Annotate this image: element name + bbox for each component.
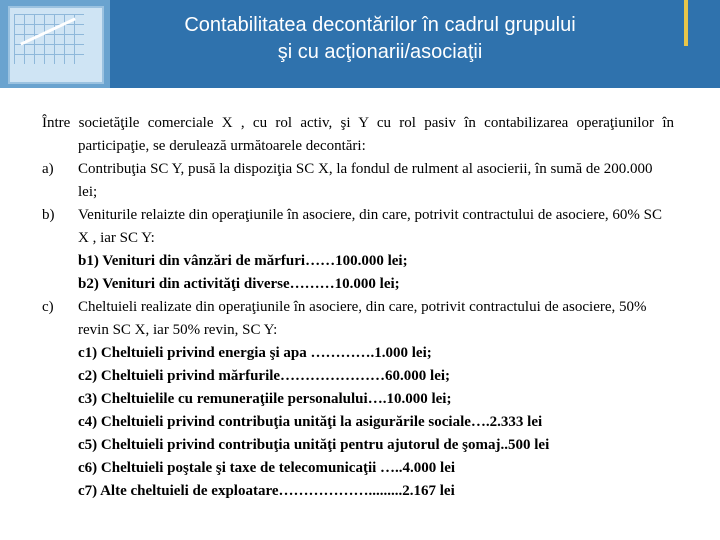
title-line-2: şi cu acţionarii/asociaţii [277,41,483,63]
list-item-a [42,158,674,204]
list-item-b [42,204,674,296]
list-item-text: Cheltuieli realizate din operaţiunile în asociere, din care, potrivit contractului de asociere, 50% revin SC X, iar 50% revin, SC Y: [78,299,647,338]
list-item-c [42,296,674,503]
list-item-label: b) [42,207,55,223]
subitem-c2: c2) Cheltuieli privind mărfurile…………………60.000 lei; [78,368,451,384]
subitem-b1: b1) Venituri din vânzări de mărfuri……100.000 lei; [78,253,408,269]
subitem-c4: c4) Cheltuieli privind contribuţia unităţi la asigurările sociale….2.333 lei [78,414,543,430]
accent-bar [684,0,688,46]
subitem-b2: b2) Venituri din activităţi diverse………10.000 lei; [78,276,400,292]
header-logo-image [0,0,110,88]
subitem-c7: c7) Alte cheltuieli de exploatare……………….........2.167 lei [78,483,455,499]
title-line-1: Contabilitatea decontărilor în cadrul grupului [184,14,576,36]
subitem-c5: c5) Cheltuieli privind contribuţia unităţi pentru ajutorul de şomaj..500 lei [78,437,550,453]
list-item-text: Contribuţia SC Y, pusă la dispoziţia SC X, la fondul de rulment al asocierii, în sumă de 200.000 lei; [78,161,653,200]
list-item-label: c) [42,299,54,315]
list-item-text: Veniturile relaizte din operaţiunile în asociere, din care, potrivit contractului de asociere, 60% SC X , iar SC Y: [78,207,662,246]
subitem-c6: c6) Cheltuieli poştale şi taxe de telecomunicaţii …..4.000 lei [78,460,456,476]
subitem-c1: c1) Cheltuieli privind energia şi apa ………….1.000 lei; [78,345,432,361]
slide-body [42,112,674,503]
subitem-c3: c3) Cheltuielile cu remuneraţiile personalului….10.000 lei; [78,391,452,407]
grid-decoration [14,14,84,64]
list-item-label: a) [42,161,54,177]
intro-paragraph: Între societăţile comerciale X , cu rol activ, şi Y cu rol pasiv în contabilizarea operaţiunilor în participaţie, se derulează următoarele decontări: [42,115,674,154]
slide-header [0,0,720,88]
slide-title [120,12,640,66]
